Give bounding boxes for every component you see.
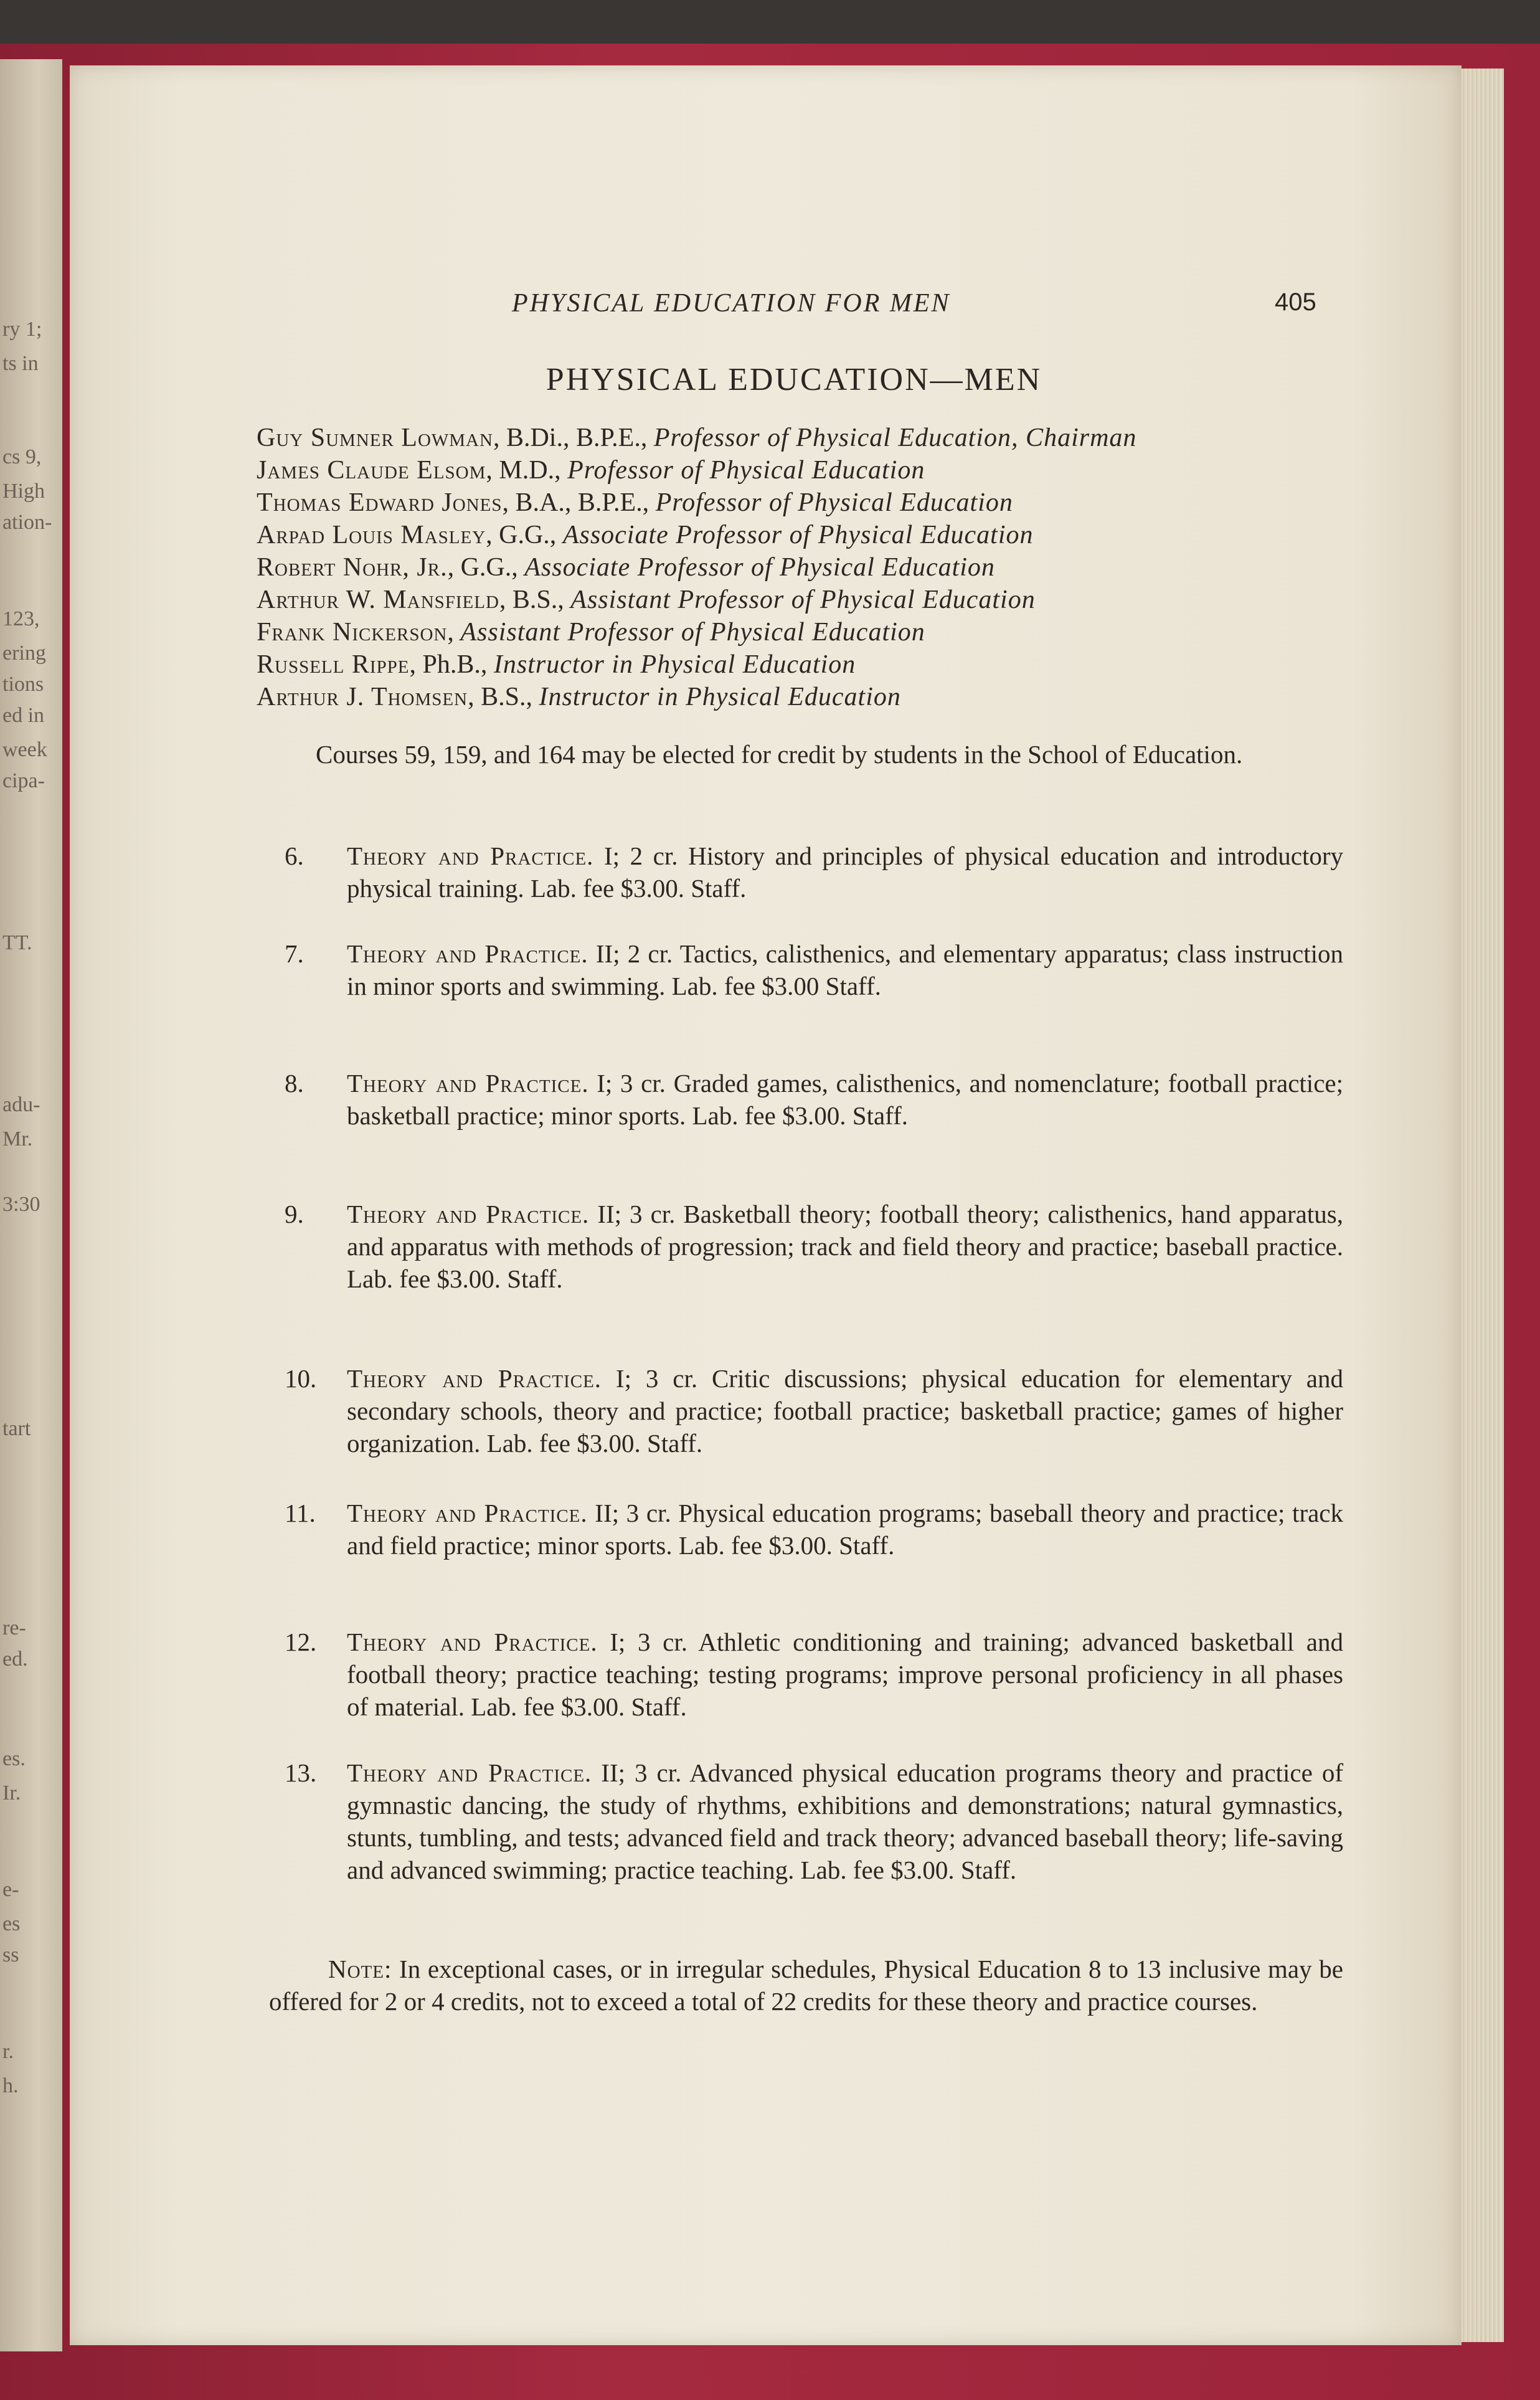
facing-fragment: ss <box>2 1943 19 1966</box>
course-name: Theory and Practice. <box>347 1758 592 1787</box>
faculty-name: Thomas Edward Jones <box>257 488 503 517</box>
course-entry <box>285 1626 1343 1723</box>
page-number: 405 <box>1275 288 1316 316</box>
facing-fragment: ering <box>2 642 46 665</box>
course-body <box>347 1067 1343 1132</box>
faculty-title: Associate Professor of Physical Education <box>524 553 995 582</box>
facing-fragment: tart <box>2 1417 31 1440</box>
faculty-title: Professor of Physical Education, Chairman <box>653 424 1137 452</box>
faculty-name: Russell Rippe <box>257 650 410 679</box>
course-text: I; 3 cr. Graded games, calisthenics, and nomenclature; football practice; basketball practice; minor sports. Lab. fee $3.00. Staff. <box>347 1069 1343 1130</box>
faculty-degrees: , M.D., <box>486 456 568 485</box>
course-number: 12. <box>285 1628 317 1656</box>
faculty-entry <box>257 616 1377 648</box>
course-body <box>347 1362 1343 1459</box>
course-text: II; 2 cr. Tactics, calisthenics, and elementary apparatus; class instruction in minor sports and swimming. Lab. fee $3.00 Staff. <box>347 939 1343 1000</box>
course-body <box>347 1198 1343 1295</box>
note-paragraph <box>269 1953 1343 2018</box>
faculty-degrees: , <box>447 618 461 647</box>
faculty-entry <box>257 454 1377 486</box>
faculty-degrees: , B.S., <box>499 586 571 614</box>
facing-fragment: e- <box>2 1878 19 1901</box>
note-text: In exceptional cases, or in irregular schedules, Physical Education 8 to 13 inclusive may be offered for 2 or 4 credits, not to exceed a total of 22 credits for these theory and practice courses. <box>269 1955 1343 2016</box>
course-text: II; 3 cr. Advanced physical education programs theory and practice of gymnastic dancing, the study of rhythms, exhibitions and demonstrations; natural gymnastics, stunts, tumbling, and tests; advanced field and track theory; advanced baseball theory; life-saving and advanced swimming; practice teaching. Lab. fee $3.00. Staff. <box>347 1758 1343 1884</box>
course-name: Theory and Practice. <box>347 939 588 968</box>
facing-fragment: TT. <box>2 931 32 954</box>
faculty-entry <box>257 422 1377 454</box>
faculty-title: Instructor in Physical Education <box>539 683 901 711</box>
book-page <box>70 65 1462 2345</box>
course-text: I; 2 cr. History and principles of physical education and introductory physical training. Lab. fee $3.00. Staff. <box>347 842 1343 903</box>
course-number: 8. <box>285 1069 304 1098</box>
faculty-title: Assistant Professor of Physical Education <box>570 586 1036 614</box>
facing-fragment: Mr. <box>2 1127 33 1150</box>
course-name: Theory and Practice. <box>347 1499 588 1527</box>
faculty-entry <box>257 551 1377 584</box>
course-body <box>347 1757 1343 1886</box>
facing-fragment: 3:30 <box>2 1193 40 1216</box>
facing-fragment: week <box>2 738 47 761</box>
faculty-degrees: , B.A., B.P.E., <box>502 488 656 517</box>
course-number: 6. <box>285 842 304 870</box>
facing-fragment: cs 9, <box>2 445 42 468</box>
facing-fragment: es <box>2 1912 21 1935</box>
faculty-title: Professor of Physical Education <box>655 488 1013 517</box>
course-number: 11. <box>285 1499 316 1527</box>
section-title: PHYSICAL EDUCATION—MEN <box>546 362 1042 397</box>
faculty-name: Arthur W. Mansfield <box>257 586 499 614</box>
course-entry <box>285 1198 1343 1295</box>
faculty-degrees: , B.Di., B.P.E., <box>493 424 654 452</box>
course-text: II; 3 cr. Physical education programs; baseball theory and practice; track and field practice; minor sports. Lab. fee $3.00. Staff. <box>347 1499 1343 1560</box>
faculty-name: Arpad Louis Masley <box>257 521 486 549</box>
running-title: PHYSICAL EDUCATION FOR MEN <box>512 289 951 318</box>
page-edges <box>1460 69 1504 2342</box>
facing-fragment: re- <box>2 1616 26 1639</box>
course-text: I; 3 cr. Athletic conditioning and training; advanced basketball and football theory; practice teaching; testing programs; improve personal proficiency in all phases of material. Lab. fee $3.00. Staff. <box>347 1628 1343 1721</box>
course-name: Theory and Practice. <box>347 1069 589 1098</box>
running-header <box>70 288 1462 326</box>
facing-fragment: tions <box>2 673 44 696</box>
course-name: Theory and Practice. <box>347 1628 598 1656</box>
faculty-entry <box>257 519 1377 551</box>
course-body <box>347 1497 1343 1562</box>
course-body <box>347 1626 1343 1723</box>
course-name: Theory and Practice. <box>347 842 594 870</box>
course-name: Theory and Practice. <box>347 1364 602 1393</box>
facing-fragment: ts in <box>2 352 39 375</box>
course-number: 7. <box>285 939 304 968</box>
course-number: 13. <box>285 1758 317 1787</box>
faculty-degrees: , G.G., <box>447 553 525 582</box>
faculty-degrees: , G.G., <box>486 521 563 549</box>
course-text: II; 3 cr. Basketball theory; football theory; calisthenics, hand apparatus, and apparatus with methods of progression; track and field theory and practice; baseball practice. Lab. fee $3.00. Staff. <box>347 1200 1343 1293</box>
course-body <box>347 840 1343 904</box>
facing-fragment: 123, <box>2 607 40 630</box>
course-entry <box>285 1067 1343 1132</box>
course-number: 9. <box>285 1200 304 1228</box>
faculty-name: Arthur J. Thomsen <box>257 683 468 711</box>
faculty-entry <box>257 584 1377 616</box>
course-entry <box>285 937 1343 1002</box>
faculty-name: Guy Sumner Lowman <box>257 424 493 452</box>
faculty-degrees: , B.S., <box>468 683 539 711</box>
course-name: Theory and Practice. <box>347 1200 590 1228</box>
facing-fragment: ation- <box>2 511 52 534</box>
facing-fragment: ry 1; <box>2 318 42 341</box>
faculty-title: Associate Professor of Physical Education <box>562 521 1034 549</box>
facing-fragment: High <box>2 480 45 503</box>
faculty-name: Robert Nohr, Jr. <box>257 553 448 582</box>
faculty-list <box>257 422 1377 713</box>
facing-fragment: Ir. <box>2 1781 21 1805</box>
facing-fragment: adu- <box>2 1093 40 1116</box>
faculty-name: Frank Nickerson <box>257 618 448 647</box>
facing-fragment: ed in <box>2 704 45 727</box>
course-entry <box>285 1497 1343 1562</box>
faculty-entry <box>257 486 1377 519</box>
course-entry <box>285 1362 1343 1459</box>
course-entry <box>285 1757 1343 1886</box>
facing-fragment: h. <box>2 2074 19 2097</box>
course-body <box>347 937 1343 1002</box>
course-entry <box>285 840 1343 904</box>
course-number: 10. <box>285 1364 317 1393</box>
faculty-degrees: , Ph.B., <box>409 650 494 679</box>
facing-fragment: ed. <box>2 1648 28 1671</box>
faculty-title: Assistant Professor of Physical Education <box>460 618 925 647</box>
note-label: Note: <box>328 1955 392 1983</box>
intro-paragraph: Courses 59, 159, and 164 may be elected for credit by students in the School of Education. <box>316 740 1243 769</box>
faculty-title: Professor of Physical Education <box>567 456 925 485</box>
facing-page-edge <box>0 59 62 2351</box>
faculty-entry <box>257 681 1377 713</box>
facing-fragment: r. <box>2 2040 14 2063</box>
faculty-name: James Claude Elsom <box>257 456 486 485</box>
course-text: I; 3 cr. Critic discussions; physical education for elementary and secondary schools, theory and practice; football practice; basketball practice; games of higher organization. Lab. fee $3.00. Staff. <box>347 1364 1343 1458</box>
facing-fragment: es. <box>2 1747 26 1770</box>
facing-fragment: cipa- <box>2 769 45 792</box>
faculty-title: Instructor in Physical Education <box>493 650 856 679</box>
faculty-entry <box>257 648 1377 681</box>
